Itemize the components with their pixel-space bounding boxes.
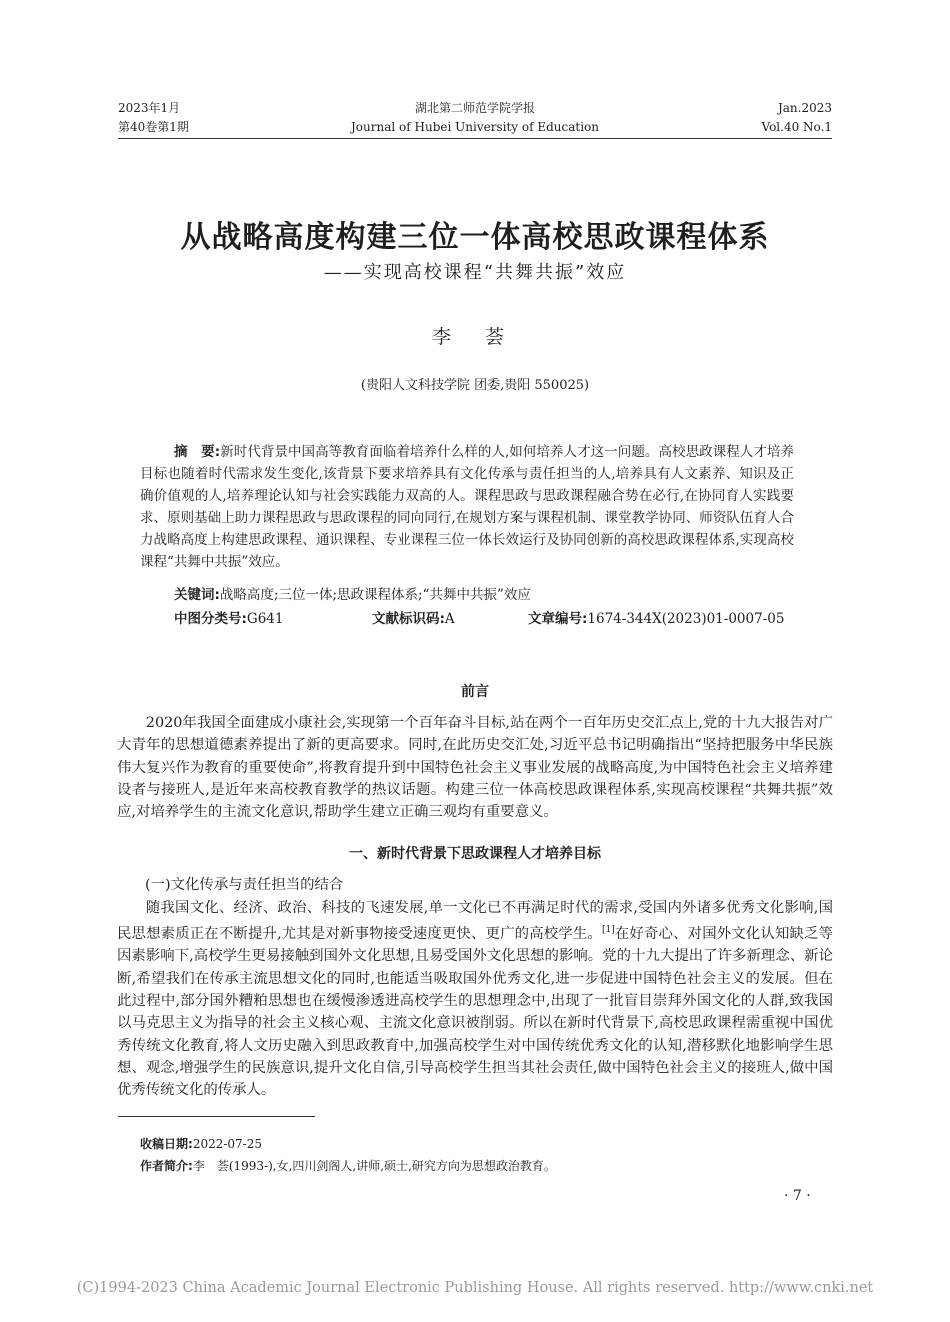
- received-label: 收稿日期:: [140, 1137, 193, 1151]
- clc-number: [174, 609, 283, 629]
- article-subtitle: ——实现高校课程“共舞共振”效应: [323, 262, 627, 283]
- header-date-en: Jan.2023: [777, 101, 832, 115]
- clc-value: G641: [246, 611, 284, 627]
- header-volume-en: Vol.40 No.1: [761, 120, 832, 134]
- citation-ref: [1]: [601, 925, 615, 936]
- clc-label: 中图分类号:: [174, 611, 247, 627]
- footnote-author: [140, 1157, 556, 1175]
- header-journal-cn: 湖北第二师范学院学报: [414, 101, 535, 115]
- author-bio-label: 作者简介:: [140, 1159, 193, 1173]
- cnki-watermark: (C)1994-2023 China Academic Journal Electronic Publishing House. All rights reserved. http://www.cnki.net: [76, 1280, 874, 1296]
- section-1-paragraph: [117, 897, 833, 1101]
- header-rule: [118, 138, 832, 139]
- document-code: [372, 609, 455, 629]
- paragraph-part-2: 在好奇心、对国外文化认知缺乏等因素影响下,高校学生更易接触到国外文化思想,且易受国外文化思想的影响。党的十九大提出了许多新理念、新论断,希望我们在传承主流思想文化的同时,也能适当吸取国外优秀文化,进一步促进中国特色社会主义的发展。但在此过程中,部分国外糟粕思想也在缓慢渗透进高校学生的思想理念中,出现了一批盲目崇拜外国文化的人群,致我国以马克思主义为指导的社会主义核心观、主流文化意识被削弱。所以在新时代背景下,高校思政课程需重视中国优秀传统文化教育,将人文历史融入到思政教育中,加强高校学生对中国传统优秀文化的认知,潜移默化地影响学生思想、观念,增强学生的民族意识,提升文化自信,引导高校学生担当其社会责任,做中国特色社会主义的接班人,做中国优秀传统文化的传承人。: [117, 926, 833, 1099]
- article-number: [528, 609, 784, 629]
- doc-code-label: 文献标识码:: [372, 611, 445, 627]
- footnote-rule: [118, 1116, 315, 1117]
- abstract: [140, 441, 794, 573]
- article-author: 李 荟: [431, 326, 519, 348]
- footnote-received: [140, 1135, 262, 1153]
- received-value: 2022-07-25: [192, 1137, 262, 1151]
- keywords-label: 关键词:: [174, 587, 220, 603]
- header-volume: 第40卷第1期: [118, 120, 189, 134]
- subsection-1-heading: (一)文化传承与责任担当的结合: [145, 877, 344, 893]
- abstract-label: 摘 要:: [174, 444, 221, 460]
- section-1-heading: 一、新时代背景下思政课程人才培养目标: [349, 846, 601, 862]
- article-title: 从战略高度构建三位一体高校思政课程体系: [180, 220, 770, 255]
- paragraph-part-1: 随我国文化、经济、政治、科技的飞速发展,单一文化已不再满足时代的需求,受国内外诸多优秀文化影响,国民思想素质正在不断提升,尤其是对新事物接受速度更快、更广的高校学生。: [117, 900, 833, 943]
- keywords: [174, 585, 794, 605]
- preface-heading: 前言: [461, 684, 489, 700]
- keywords-text: 战略高度;三位一体;思政课程体系;“共舞中共振”效应: [219, 587, 531, 603]
- header-date: 2023年1月: [118, 101, 181, 115]
- doc-code-value: A: [444, 611, 455, 627]
- page-number: · 7 ·: [784, 1188, 811, 1204]
- author-bio-value: 李 荟(1993-),女,四川剑阁人,讲师,硕士,研究方向为思想政治教育。: [192, 1159, 556, 1173]
- header-journal-en: Journal of Hubei University of Education: [351, 120, 599, 134]
- abstract-text: 新时代背景中国高等教育面临着培养什么样的人,如何培养人才这一问题。高校思政课程人才培养目标也随着时代需求发生变化,该背景下要求培养具有文化传承与责任担当的人,培养具有人文素养、知识及正确价值观的人,培养理论认知与社会实践能力双高的人。课程思政与思政课程融合势在必行,在协同育人实践要求、原则基础上助力课程思政与思政课程的同向同行,在规划方案与课程机制、课堂教学协同、师资队伍育人合力战略高度上构建思政课程、通识课程、专业课程三位一体长效运行及协同创新的高校思政课程体系,实现高校课程“共舞中共振”效应。: [140, 444, 794, 570]
- article-affiliation: (贵阳人文科技学院 团委,贵阳 550025): [360, 378, 590, 393]
- article-number-value: 1674-344X(2023)01-0007-05: [587, 611, 785, 627]
- preface-paragraph: 2020年我国全面建成小康社会,实现第一个百年奋斗目标,站在两个一百年历史交汇点上,党的十九大报告对广大青年的思想道德素养提出了新的更高要求。同时,在此历史交汇处,习近平总书记明确指出“坚持把服务中华民族伟大复兴作为教育的重要使命”,将教育提升到中国特色社会主义事业发展的战略高度,为中国特色社会主义培养建设者与接班人,是近年来高校教育教学的热议话题。构建三位一体高校思政课程体系,实现高校课程“共舞共振”效应,对培养学生的主流文化意识,帮助学生建立正确三观均有重要意义。: [117, 715, 833, 821]
- article-number-label: 文章编号:: [528, 611, 588, 627]
